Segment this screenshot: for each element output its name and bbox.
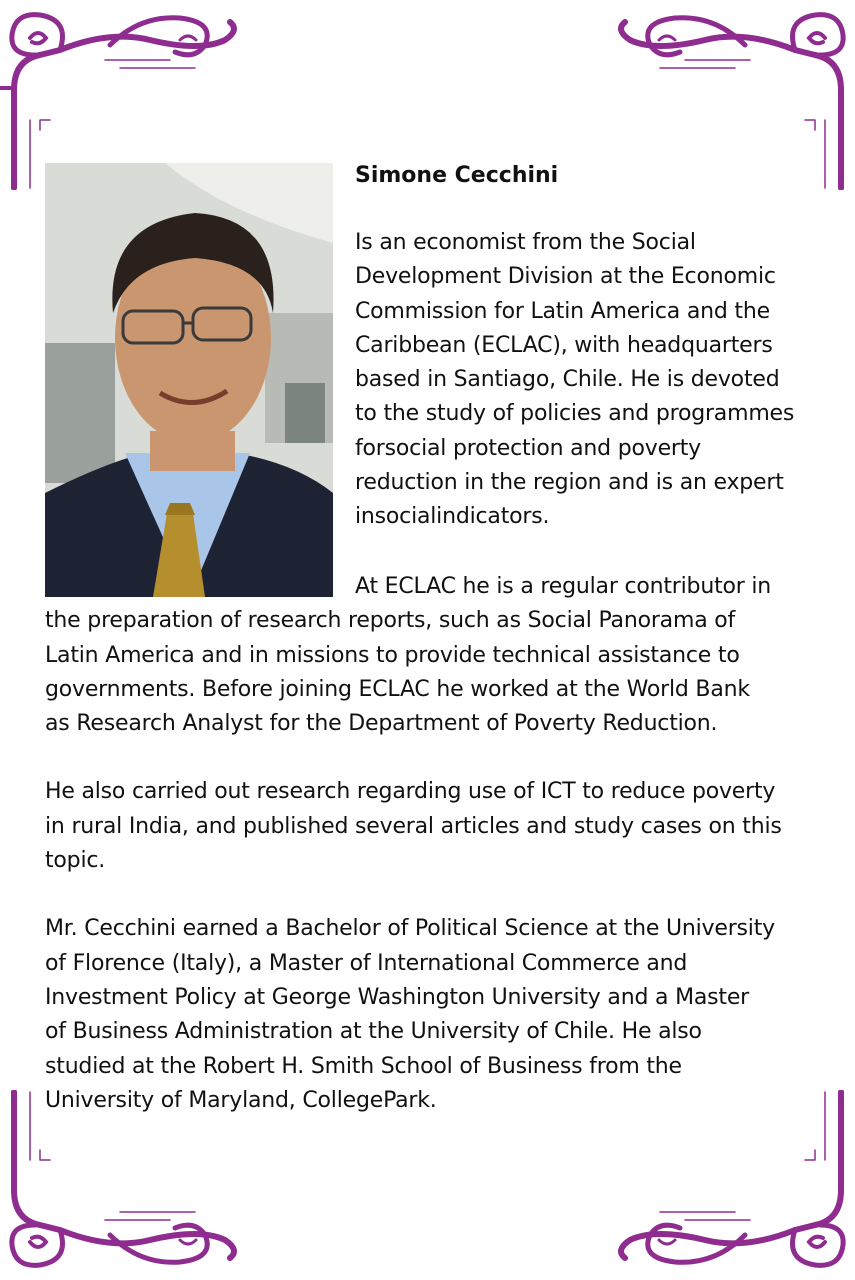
ornamental-corner-bottom-left-icon [0, 1090, 240, 1280]
eclac-line: At ECLAC he is a regular contributor in [355, 574, 772, 599]
intro-line: Is an economist from the Social [355, 230, 696, 255]
eclac-line: Latin America and in missions to provide technical assistance to [45, 642, 740, 668]
education-line: of Business Administration at the University of Chile. He also [45, 1019, 702, 1045]
bio-body [45, 570, 835, 1118]
intro-line: based in Santiago, Chile. He is devoted [355, 367, 780, 393]
ict-line: topic. [45, 848, 106, 874]
eclac-line: governments. Before joining ECLAC he worked at the World Bank [45, 676, 750, 702]
education-line: studied at the Robert H. Smith School of Business from the [45, 1053, 682, 1079]
education-paragraph [45, 912, 835, 1118]
intro-line: forsocial protection and poverty [355, 435, 701, 461]
eclac-line: the preparation of research reports, such as Social Panorama of [45, 608, 736, 634]
education-line: of Florence (Italy), a Master of International Commerce and [45, 950, 688, 976]
intro-line: reduction in the region and is an expert [355, 470, 784, 496]
ornamental-corner-top-left-icon [0, 0, 240, 190]
education-line: Mr. Cecchini earned a Bachelor of Political Science at the University [45, 916, 775, 942]
education-line: University of Maryland, CollegePark. [45, 1087, 437, 1113]
ict-line: in rural India, and published several articles and study cases on this [45, 813, 782, 839]
portrait-photo [45, 163, 333, 597]
intro-line: insocialindicators. [355, 504, 550, 530]
education-line: Investment Policy at George Washington University and a Master [45, 984, 750, 1010]
eclac-paragraph [45, 570, 835, 741]
intro-line: Commission for Latin America and the [355, 298, 770, 324]
intro-line: Development Division at the Economic [355, 264, 776, 290]
person-name-heading: Simone Cecchini [355, 163, 559, 188]
ornamental-corner-bottom-right-icon [615, 1090, 855, 1280]
ict-research-paragraph [45, 775, 835, 878]
ict-line: He also carried out research regarding use of ICT to reduce poverty [45, 779, 776, 805]
intro-paragraph [355, 226, 830, 535]
ornamental-corner-top-right-icon [615, 0, 855, 190]
intro-line: to the study of policies and programmes [355, 401, 795, 427]
eclac-line: as Research Analyst for the Department of Poverty Reduction. [45, 711, 718, 737]
intro-line: Caribbean (ECLAC), with headquarters [355, 332, 773, 358]
